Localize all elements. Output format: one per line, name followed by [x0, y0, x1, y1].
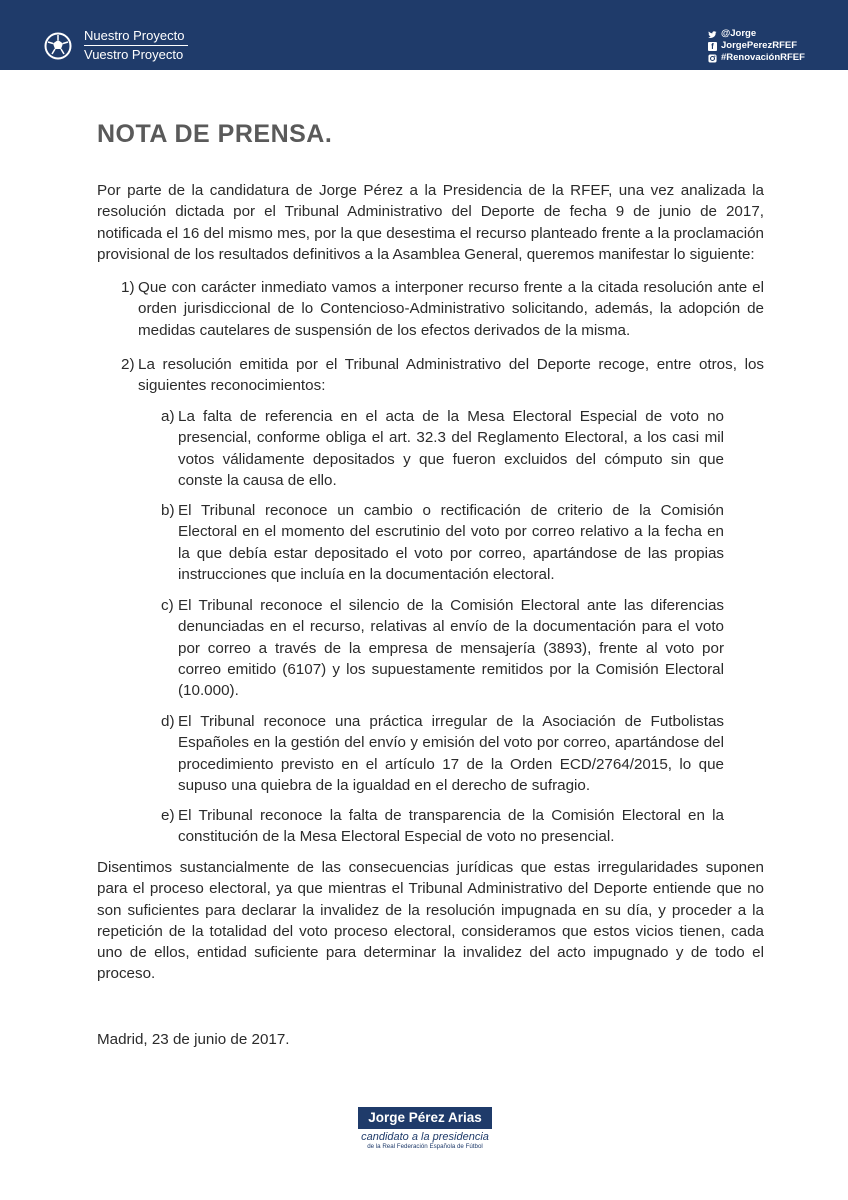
brand-line-2: Vuestro Proyecto	[84, 47, 184, 62]
facebook-icon: f	[708, 42, 717, 51]
list-item-text: La resolución emitida por el Tribunal Administrativo del Deporte recoge, entre otros, los siguientes reconocimientos:	[138, 356, 764, 395]
soccer-ball-logo-icon	[44, 32, 72, 60]
facebook-page[interactable]	[708, 40, 805, 52]
instagram-icon	[708, 54, 717, 63]
list-marker: 2)	[121, 356, 135, 373]
date-line: Madrid, 23 de junio de 2017.	[97, 1031, 290, 1048]
list-marker: 1)	[121, 279, 135, 296]
list-marker: b)	[161, 502, 175, 519]
sub-list-item	[161, 406, 724, 492]
hashtag[interactable]	[708, 52, 805, 64]
list-item-text: La falta de referencia en el acta de la Mesa Electoral Especial de voto no presencial, conforme obliga el art. 32.3 del Reglamento Electoral, a los casi mil votos válidamente depositados y que fueron excluidos del cómputo sin que conste la causa de ello.	[178, 408, 724, 489]
intro-paragraph: Por parte de la candidatura de Jorge Pérez a la Presidencia de la RFEF, una vez analizada la resolución dictada por el Tribunal Administrativo del Deporte de fecha 9 de junio de 2017, notificada el 16 del mismo mes, por la que desestima el recurso planteado frente a la proclamación provisional de los resultados definitivos a la Asamblea General, queremos manifestar lo siguiente:	[97, 182, 764, 263]
sub-list-item	[161, 805, 724, 848]
list-item	[121, 277, 764, 341]
hashtag-text: #RenovaciónRFEF	[721, 52, 805, 63]
list-item-text: El Tribunal reconoce la falta de transparencia de la Comisión Electoral en la constitución de la Mesa Electoral Especial de voto no presencial.	[178, 807, 724, 846]
sub-list-item	[161, 500, 724, 586]
list-item-text: Que con carácter inmediato vamos a interponer recurso frente a la citada resolución ante el orden jurisdiccional de lo Contencioso-Administrativo solicitando, además, la adopción de medidas cautelares de suspensión de los efectos derivados de la misma.	[138, 279, 764, 339]
signature-organization: de la Real Federación Española de Fútbol	[367, 1143, 483, 1150]
signature-block	[358, 1107, 492, 1152]
twitter-icon	[708, 30, 717, 39]
twitter-handle[interactable]	[708, 28, 805, 40]
sub-list-item	[161, 711, 724, 797]
signature-role: candidato a la presidencia	[361, 1131, 489, 1143]
list-marker: c)	[161, 597, 174, 614]
facebook-text: JorgePerezRFEF	[721, 40, 798, 51]
page-title: NOTA DE PRENSA.	[97, 120, 333, 148]
header-banner	[0, 0, 848, 70]
list-item-text: El Tribunal reconoce un cambio o rectificación de criterio de la Comisión Electoral en el momento del escrutinio del voto por correo relativo a la fecha en la que debía estar depositado el voto por correo, apartándose de las propias instrucciones que incluía en la documentación electoral.	[178, 502, 724, 583]
list-marker: e)	[161, 807, 175, 824]
brand-line-1: Nuestro Proyecto	[84, 28, 188, 46]
list-marker: a)	[161, 408, 175, 425]
list-item	[121, 354, 764, 397]
list-marker: d)	[161, 713, 175, 730]
sub-list-item	[161, 595, 724, 702]
closing-paragraph: Disentimos sustancialmente de las consecuencias jurídicas que estas irregularidades suponen para el proceso electoral, ya que mientras el Tribunal Administrativo del Deporte entiende que no son suficientes para declarar la invalidez de la resolución impugnada en su día, y proceder a la repetición de la totalidad del voto proceso electoral, consideramos que estos vicios tienen, cada uno de ellos, entidad suficiente para determinar la invalidez del acto impugnado y de todo el proceso.	[97, 859, 764, 983]
twitter-text: @Jorge	[721, 28, 757, 39]
brand-slogan	[84, 28, 188, 63]
list-item-text: El Tribunal reconoce una práctica irregular de la Asociación de Futbolistas Españoles en la gestión del envío y emisión del voto por correo, apartándose del procedimiento previsto en el artículo 17 de la Orden ECD/2764/2015, lo que supuso una quiebra de la igualdad en el derecho de sufragio.	[178, 713, 724, 794]
list-item-text: El Tribunal reconoce el silencio de la Comisión Electoral ante las diferencias denunciadas en el recurso, relativas al envío de la documentación para el voto por correo a través de la empresa de mensajería (3893), frente al voto por correo emitido (6107) y los supuestamente remitidos por la Comisión Electoral (10.000).	[178, 597, 724, 700]
signature-name: Jorge Pérez Arias	[358, 1107, 492, 1129]
social-links	[708, 28, 805, 64]
